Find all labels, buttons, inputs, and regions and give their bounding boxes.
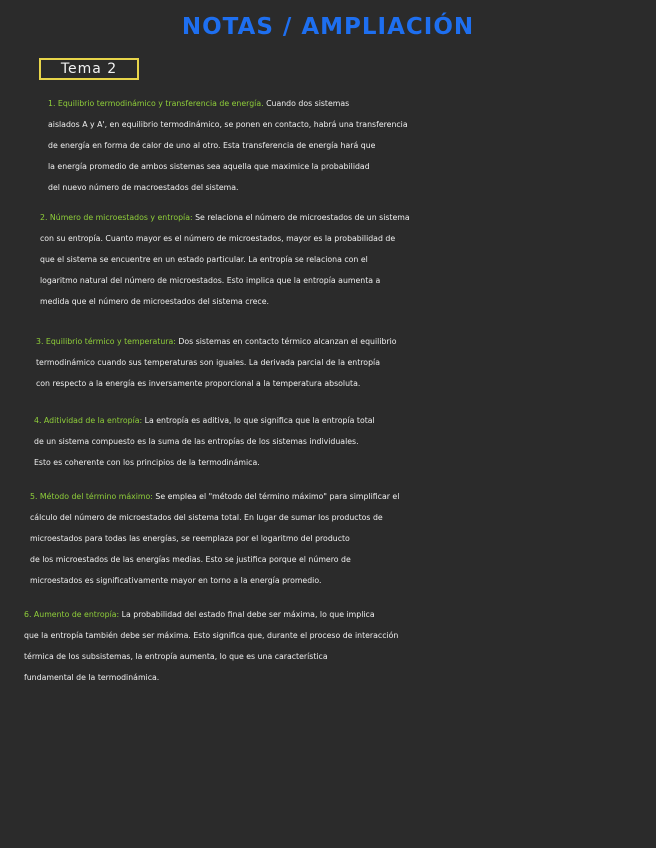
note-section-5 — [0, 486, 656, 591]
note-text: Se emplea el "método del término máximo" para simplificar el — [152, 492, 400, 501]
note-heading: 3. Equilibrio térmico y temperatura: — [36, 337, 176, 346]
note-line — [36, 373, 656, 394]
note-line — [48, 156, 656, 177]
note-line — [34, 410, 656, 431]
note-line — [24, 625, 656, 646]
note-text: Se relaciona el número de microestados de un sistema — [192, 213, 410, 222]
note-line — [36, 331, 656, 352]
note-line — [24, 604, 656, 625]
note-text: que el sistema se encuentre en un estado particular. La entropía se relaciona con el — [40, 255, 368, 264]
note-line — [48, 177, 656, 198]
note-text: microestados para todas las energías, se reemplaza por el logaritmo del producto — [30, 534, 350, 543]
note-text: del nuevo número de macroestados del sistema. — [48, 183, 239, 192]
note-line — [40, 207, 656, 228]
note-line — [48, 114, 656, 135]
note-text: fundamental de la termodinámica. — [24, 673, 160, 682]
note-text: cálculo del número de microestados del sistema total. En lugar de sumar los productos de — [30, 513, 383, 522]
note-text: aislados A y A', en equilibrio termodinámico, se ponen en contacto, habrá una transferencia — [48, 120, 408, 129]
note-heading: 4. Aditividad de la entropía: — [34, 416, 143, 425]
note-text: que la entropía también debe ser máxima. Esto significa que, durante el proceso de interacción — [24, 631, 399, 640]
note-line — [40, 291, 656, 312]
note-text: térmica de los subsistemas, la entropía aumenta, lo que es una característica — [24, 652, 328, 661]
note-line — [40, 270, 656, 291]
note-text: termodinámico cuando sus temperaturas son iguales. La derivada parcial de la entropía — [36, 358, 380, 367]
note-text: la energía promedio de ambos sistemas sea aquella que maximice la probabilidad — [48, 162, 370, 171]
note-heading: 6. Aumento de entropía: — [24, 610, 120, 619]
note-text: Esto es coherente con los principios de la termodinámica. — [34, 458, 260, 467]
note-section-4 — [0, 410, 656, 473]
note-text: con respecto a la energía es inversamente proporcional a la temperatura absoluta. — [36, 379, 361, 388]
note-heading: 2. Número de microestados y entropía: — [40, 213, 193, 222]
note-line — [30, 549, 656, 570]
note-text: Cuando dos sistemas — [263, 99, 350, 108]
page-title: NOTAS / AMPLIACIÓN — [181, 14, 475, 40]
note-text: logaritmo natural del número de microestados. Esto implica que la entropía aumenta a — [40, 276, 381, 285]
note-text: microestados es significativamente mayor en torno a la energía promedio. — [30, 576, 322, 585]
note-line — [30, 486, 656, 507]
note-section-6 — [0, 604, 656, 688]
note-line — [34, 452, 656, 473]
note-line — [30, 528, 656, 549]
topic-label: Tema 2 — [39, 58, 139, 80]
note-line — [24, 646, 656, 667]
note-section-3 — [0, 331, 656, 394]
note-text: con su entropía. Cuanto mayor es el número de microestados, mayor es la probabilidad de — [40, 234, 396, 243]
note-line — [24, 667, 656, 688]
note-line — [48, 135, 656, 156]
note-text: de un sistema compuesto es la suma de las entropías de los sistemas individuales. — [34, 437, 359, 446]
note-line — [40, 249, 656, 270]
note-line — [30, 507, 656, 528]
note-text: de los microestados de las energías medias. Esto se justifica porque el número de — [30, 555, 351, 564]
note-line — [34, 431, 656, 452]
note-text: de energía en forma de calor de uno al otro. Esta transferencia de energía hará que — [48, 141, 376, 150]
note-text: La entropía es aditiva, lo que significa que la entropía total — [142, 416, 375, 425]
note-section-2 — [0, 207, 656, 312]
note-heading: 1. Equilibrio termodinámico y transferencia de energía. — [48, 99, 264, 108]
note-line — [48, 93, 656, 114]
note-text: La probabilidad del estado final debe ser máxima, lo que implica — [119, 610, 375, 619]
note-text: medida que el número de microestados del sistema crece. — [40, 297, 269, 306]
note-line — [30, 570, 656, 591]
note-line — [36, 352, 656, 373]
note-heading: 5. Método del término máximo: — [30, 492, 153, 501]
note-section-1 — [0, 93, 656, 198]
note-line — [40, 228, 656, 249]
note-text: Dos sistemas en contacto térmico alcanzan el equilibrio — [175, 337, 397, 346]
